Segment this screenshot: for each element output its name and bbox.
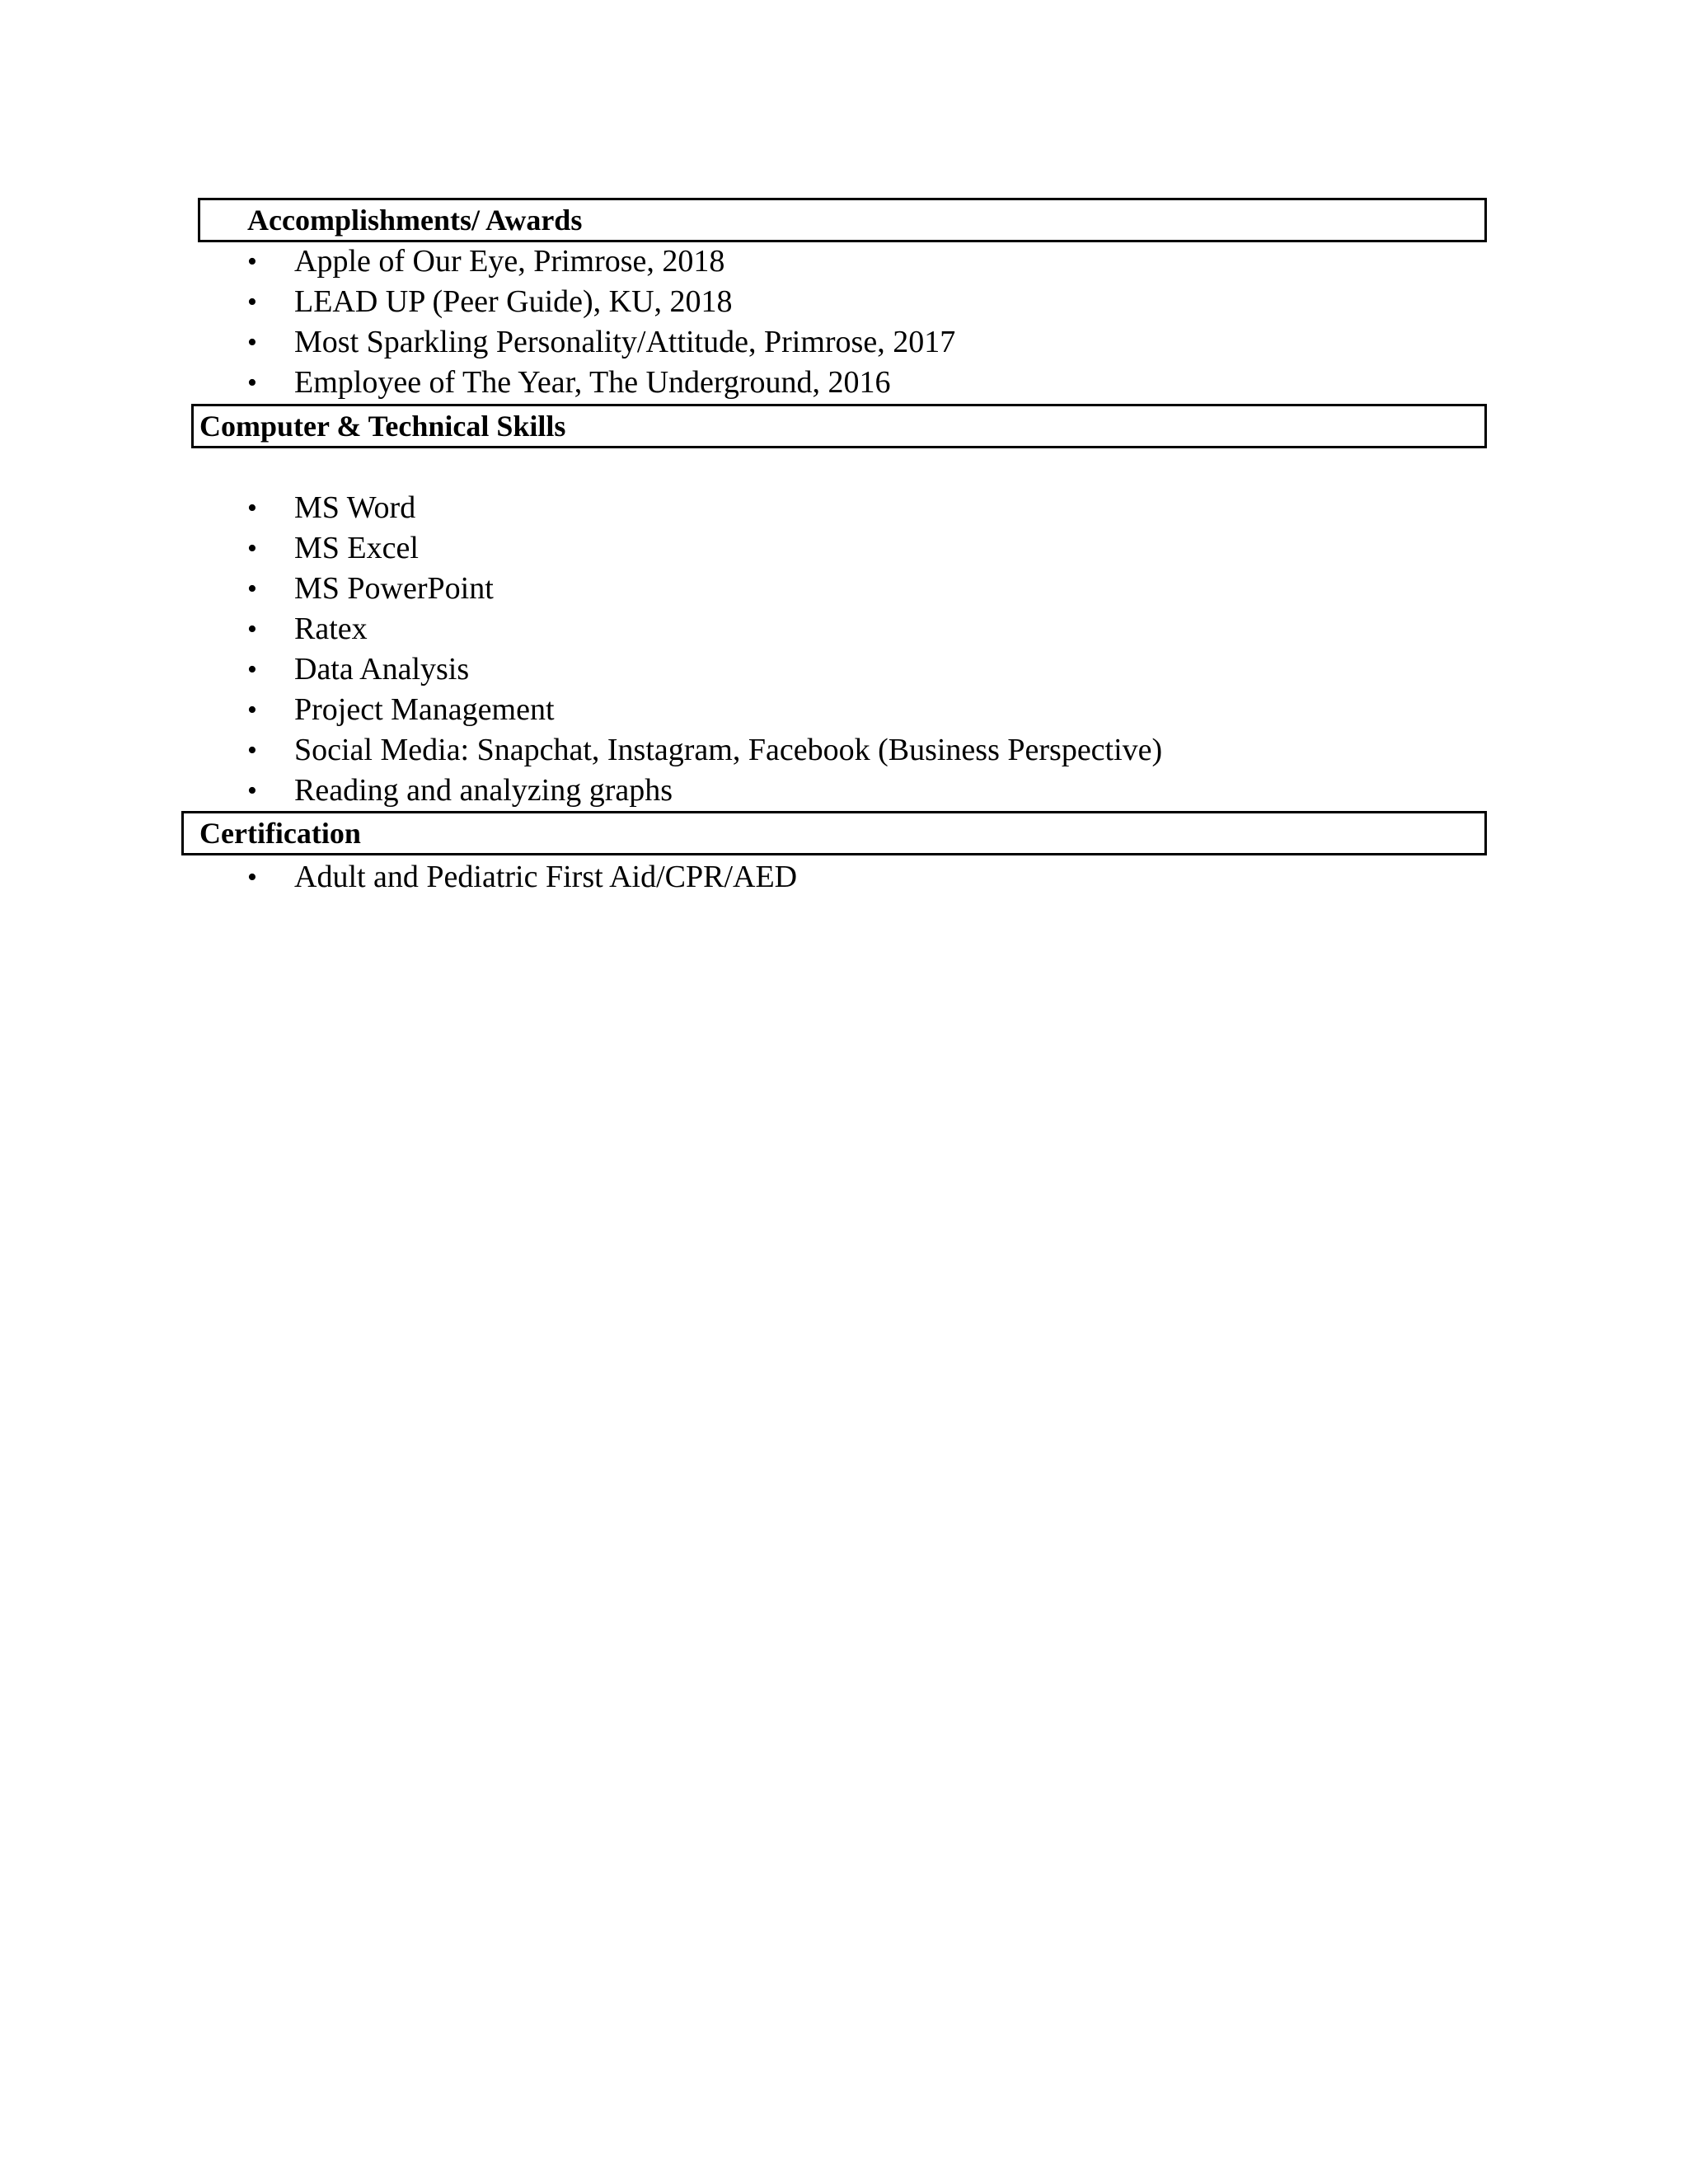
bullet-icon: • [247, 614, 257, 644]
bullet-icon: • [247, 368, 257, 398]
bullet-icon: • [247, 735, 257, 766]
bullet-icon: • [247, 654, 257, 685]
certification-section-header [181, 811, 1487, 855]
resume-page: Accomplishments/ Awards • Apple of Our Eye, Primrose, 2018 • LEAD UP (Peer Guide), KU, 2018 • Most Sparkling Personality/Attitude, Primrose, 2017 • Employee of The Year, The Underground, 2016 Computer & Technical Skills • MS Word • MS Excel • MS PowerPoint • Ratex • Data Analysis • Project Management • Social Media: Snapchat, Instagram, Facebook (Business Perspective) • Reading and analyzing graphs Certification • Adult and Pediatric First Aid/CPR/AED [0, 0, 1688, 2184]
certification-section-title: Certification [199, 817, 361, 850]
bullet-icon: • [247, 493, 257, 523]
skills-section-title: Computer & Technical Skills [199, 410, 566, 443]
awards-section-header [198, 198, 1487, 242]
bullet-icon: • [247, 862, 257, 893]
bullet-icon: • [247, 246, 257, 277]
bullet-icon: • [247, 574, 257, 604]
bullet-icon: • [247, 327, 257, 358]
bullet-icon: • [247, 533, 257, 564]
skills-section-header [191, 404, 1487, 448]
bullet-icon: • [247, 695, 257, 725]
bullet-icon: • [247, 776, 257, 806]
bullet-icon: • [247, 287, 257, 317]
awards-section-title: Accomplishments/ Awards [247, 204, 583, 237]
